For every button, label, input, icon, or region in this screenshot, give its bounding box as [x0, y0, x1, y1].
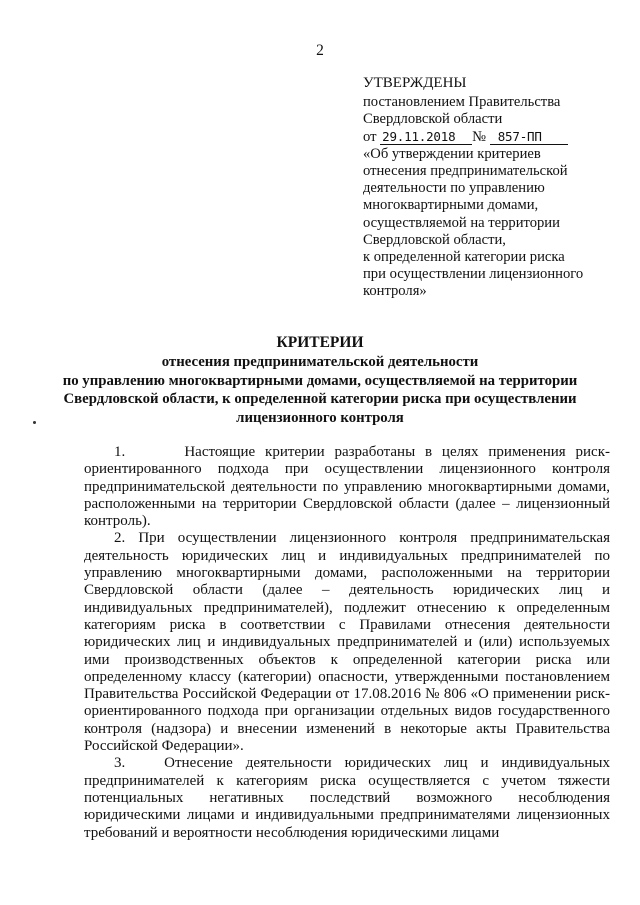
document-title [0, 334, 640, 427]
decree-subject-line-7: к определенной категории риска [363, 249, 565, 266]
decree-subject-line-8: при осуществлении лицензионного [363, 266, 584, 283]
approval-line-2: Свердловской области [363, 111, 503, 128]
approval-line-1: постановлением Правительства [363, 94, 561, 111]
approval-heading: УТВЕРЖДЕНЫ [363, 75, 467, 91]
title-line-4: лицензионного контроля [236, 409, 404, 426]
from-label: от [363, 128, 377, 145]
decree-reference-row [363, 129, 613, 146]
decree-number: 857-ПП [490, 130, 568, 145]
decree-subject-line-4: многоквартирными домами, [363, 197, 539, 214]
document-body [84, 444, 610, 842]
title-line-1: отнесения предпринимательской деятельности [161, 354, 479, 371]
decree-subject-line-6: Свердловской области, [363, 231, 506, 248]
paragraph-2: 2. При осуществлении лицензионного контроля предпринимательская деятельность юридических лиц и индивидуальных предпринимателей по управлению многоквартирными домами, расположенными на территории Свердловской области (далее – деятельность юридических лиц и индивидуальных предпринимателей), подлежит отнесению к определенным категориям риска в соответствии с Правилами отнесения деятельности юридических лиц и индивидуальных предпринимателей и (или) используемых ими производственных объектов к определенной категории риска или определенному классу (категории) опасности, утвержденными постановлением Правительства Российской Федерации от 17.08.2016 № 806 «О применении риск-ориентированного подхода при организации отдельных видов государственного контроля (надзора) и внесении изменений в некоторые акты Правительства Российской Федерации». [84, 530, 610, 755]
decree-subject-line-9: контроля» [363, 283, 427, 300]
decree-subject-line-3: деятельности по управлению [363, 180, 545, 197]
title-line-3: Свердловской области, к определенной категории риска при осуществлении [63, 391, 577, 408]
decree-subject-line-5: осуществляемой на территории [363, 214, 560, 231]
number-sign: № [472, 128, 487, 145]
margin-mark [33, 421, 36, 424]
paragraph-3: 3. Отнесение деятельности юридических лиц и индивидуальных предпринимателей к категориям риска осуществляется с учетом тяжести потенциальных негативных последствий возможного несоблюдения юридическими лицами и индивидуальными предпринимателями лицензионных требований и вероятности несоблюдения юридическими лицами [84, 755, 610, 841]
paragraph-1: 1. Настоящие критерии разработаны в целях применения риск-ориентированного подхода при осуществлении лицензионного контроля предпринимательской деятельности по управлению многоквартирными домами, расположенными на территории Свердловской области (далее – лицензионный контроль). [84, 444, 610, 530]
title-main: КРИТЕРИИ [276, 334, 364, 351]
title-line-2: по управлению многоквартирными домами, осуществляемой на территории [62, 372, 578, 389]
decree-date: 29.11.2018 [380, 130, 472, 145]
page-number: 2 [316, 42, 324, 59]
decree-subject-line-2: отнесения предпринимательской [363, 163, 568, 180]
decree-subject-line-1: «Об утверждении критериев [363, 145, 541, 162]
approval-stamp-block [363, 75, 613, 301]
